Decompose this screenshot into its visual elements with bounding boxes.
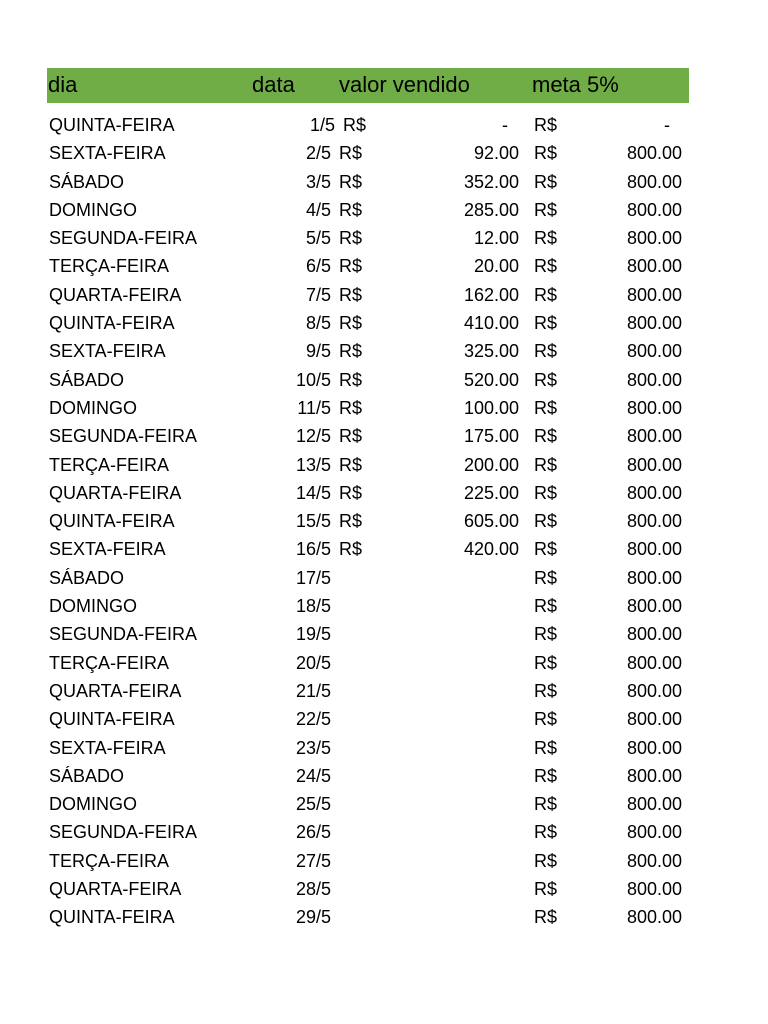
table-row xyxy=(47,705,689,733)
cell-meta[interactable]: 800.00 xyxy=(626,256,682,277)
cell-valor-vendido[interactable]: 200.00 xyxy=(463,454,519,475)
column-header-dia[interactable]: dia xyxy=(48,72,78,97)
cell-meta-currency[interactable]: R$ xyxy=(534,624,558,645)
table-row xyxy=(47,734,689,762)
cell-meta[interactable]: 800.00 xyxy=(626,680,682,701)
table-row xyxy=(47,394,689,422)
cell-valor-currency[interactable]: R$ xyxy=(339,171,363,192)
cell-dia[interactable]: QUINTA-FEIRA xyxy=(49,907,175,928)
cell-dia[interactable]: SÁBADO xyxy=(49,171,125,192)
cell-dia[interactable]: SEXTA-FEIRA xyxy=(49,539,166,560)
cell-data[interactable]: 4/5 xyxy=(305,199,331,220)
cell-valor-vendido[interactable]: 605.00 xyxy=(463,511,519,532)
cell-data[interactable]: 8/5 xyxy=(305,313,331,334)
cell-meta-currency[interactable]: R$ xyxy=(534,879,558,900)
cell-valor-vendido[interactable]: 20.00 xyxy=(473,256,519,277)
cell-valor-vendido[interactable]: 175.00 xyxy=(463,426,519,447)
cell-meta[interactable]: 800.00 xyxy=(626,341,682,362)
cell-valor-currency[interactable]: R$ xyxy=(339,199,363,220)
cell-meta-currency[interactable]: R$ xyxy=(534,822,558,843)
table-row xyxy=(47,451,689,479)
cell-dia[interactable]: QUINTA-FEIRA xyxy=(49,115,175,135)
cell-valor-currency[interactable]: R$ xyxy=(339,369,363,390)
column-header-meta[interactable]: meta 5% xyxy=(532,72,619,97)
cell-meta[interactable]: 800.00 xyxy=(626,426,682,447)
cell-meta[interactable]: 800.00 xyxy=(626,539,682,560)
cell-dia[interactable]: QUINTA-FEIRA xyxy=(49,313,175,334)
cell-valor-currency[interactable]: R$ xyxy=(343,115,367,135)
cell-valor-vendido[interactable]: - xyxy=(502,115,508,135)
cell-valor-vendido[interactable]: 520.00 xyxy=(463,369,519,390)
cell-dia[interactable]: SEXTA-FEIRA xyxy=(49,143,166,164)
table-row xyxy=(47,196,689,224)
cell-valor-vendido[interactable]: 225.00 xyxy=(463,482,519,503)
cell-valor-vendido[interactable]: 162.00 xyxy=(463,284,519,305)
table-row xyxy=(47,366,689,394)
cell-data[interactable]: 12/5 xyxy=(295,426,331,447)
cell-valor-vendido[interactable]: 420.00 xyxy=(463,539,519,560)
cell-dia[interactable]: SÁBADO xyxy=(49,765,125,786)
cell-valor-vendido[interactable]: 325.00 xyxy=(463,341,519,362)
cell-data[interactable]: 25/5 xyxy=(295,794,331,815)
cell-dia[interactable]: SEGUNDA-FEIRA xyxy=(49,624,198,645)
table-row xyxy=(47,168,689,196)
cell-meta-currency[interactable]: R$ xyxy=(534,454,558,475)
cell-data[interactable]: 17/5 xyxy=(295,567,331,588)
cell-meta[interactable]: 800.00 xyxy=(626,171,682,192)
table-row xyxy=(47,903,689,931)
cell-meta-currency[interactable]: R$ xyxy=(534,426,558,447)
cell-dia[interactable]: SEGUNDA-FEIRA xyxy=(49,426,198,447)
cell-data[interactable]: 7/5 xyxy=(305,284,331,305)
cell-meta[interactable]: 800.00 xyxy=(626,284,682,305)
table-body xyxy=(47,111,689,932)
cell-dia[interactable]: TERÇA-FEIRA xyxy=(49,256,170,277)
table-row xyxy=(47,111,689,139)
cell-meta-currency[interactable]: R$ xyxy=(534,369,558,390)
cell-meta-currency[interactable]: R$ xyxy=(534,709,558,730)
cell-meta-currency[interactable]: R$ xyxy=(534,567,558,588)
cell-valor-vendido[interactable]: 410.00 xyxy=(463,313,519,334)
cell-dia[interactable]: SEGUNDA-FEIRA xyxy=(49,822,198,843)
cell-meta-currency[interactable]: R$ xyxy=(534,143,558,164)
table-row xyxy=(47,535,689,563)
cell-meta[interactable]: 800.00 xyxy=(626,794,682,815)
cell-meta[interactable]: 800.00 xyxy=(626,709,682,730)
cell-valor-vendido[interactable]: 352.00 xyxy=(463,171,519,192)
cell-dia[interactable]: SEGUNDA-FEIRA xyxy=(49,228,198,249)
cell-data[interactable]: 2/5 xyxy=(305,143,331,164)
table-row xyxy=(47,252,689,280)
cell-data[interactable]: 15/5 xyxy=(295,511,331,532)
cell-valor-currency[interactable]: R$ xyxy=(339,228,363,249)
table-row xyxy=(47,479,689,507)
table-row xyxy=(47,281,689,309)
cell-valor-currency[interactable]: R$ xyxy=(339,256,363,277)
cell-dia[interactable]: TERÇA-FEIRA xyxy=(49,454,170,475)
cell-meta[interactable]: 800.00 xyxy=(626,313,682,334)
table-row xyxy=(47,309,689,337)
cell-data[interactable]: 1/5 xyxy=(309,115,335,135)
cell-meta-currency[interactable]: R$ xyxy=(534,341,558,362)
cell-meta[interactable]: 800.00 xyxy=(626,596,682,617)
cell-meta[interactable]: 800.00 xyxy=(626,822,682,843)
cell-meta[interactable]: 800.00 xyxy=(626,879,682,900)
cell-meta-currency[interactable]: R$ xyxy=(534,907,558,928)
table-row xyxy=(47,422,689,450)
cell-dia[interactable]: DOMINGO xyxy=(49,596,137,617)
cell-dia[interactable]: QUARTA-FEIRA xyxy=(49,284,182,305)
cell-meta-currency[interactable]: R$ xyxy=(534,313,558,334)
cell-meta[interactable]: 800.00 xyxy=(626,511,682,532)
cell-meta-currency[interactable]: R$ xyxy=(534,482,558,503)
table-row xyxy=(47,620,689,648)
cell-dia[interactable]: SEXTA-FEIRA xyxy=(49,737,166,758)
cell-meta[interactable]: 800.00 xyxy=(626,369,682,390)
cell-meta[interactable]: 800.00 xyxy=(626,624,682,645)
column-header-data[interactable]: data xyxy=(252,72,295,97)
cell-data[interactable]: 23/5 xyxy=(295,737,331,758)
cell-data[interactable]: 3/5 xyxy=(305,171,331,192)
cell-meta[interactable]: 800.00 xyxy=(626,737,682,758)
cell-valor-currency[interactable]: R$ xyxy=(339,482,363,503)
cell-data[interactable]: 9/5 xyxy=(305,341,331,362)
column-header-valor-vendido[interactable]: valor vendido xyxy=(339,72,470,97)
table-row xyxy=(47,818,689,846)
cell-meta[interactable]: 800.00 xyxy=(626,765,682,786)
table-row xyxy=(47,875,689,903)
table-row xyxy=(47,592,689,620)
cell-data[interactable]: 28/5 xyxy=(295,879,331,900)
cell-data[interactable]: 21/5 xyxy=(295,680,331,701)
cell-meta-currency[interactable]: R$ xyxy=(534,199,558,220)
cell-data[interactable]: 10/5 xyxy=(295,369,331,390)
cell-dia[interactable]: QUARTA-FEIRA xyxy=(49,879,182,900)
cell-meta-currency[interactable]: R$ xyxy=(534,737,558,758)
cell-valor-vendido[interactable]: 100.00 xyxy=(463,397,519,418)
cell-meta[interactable]: 800.00 xyxy=(626,199,682,220)
table-row xyxy=(47,564,689,592)
cell-data[interactable]: 22/5 xyxy=(295,709,331,730)
cell-valor-vendido[interactable]: 12.00 xyxy=(473,228,519,249)
table-row xyxy=(47,649,689,677)
table-row xyxy=(47,847,689,875)
cell-dia[interactable]: SÁBADO xyxy=(49,567,125,588)
table-row xyxy=(47,507,689,535)
cell-dia[interactable]: QUINTA-FEIRA xyxy=(49,709,175,730)
cell-meta[interactable]: 800.00 xyxy=(626,397,682,418)
cell-dia[interactable]: QUARTA-FEIRA xyxy=(49,680,182,701)
cell-data[interactable]: 20/5 xyxy=(295,652,331,673)
header-row xyxy=(47,68,689,103)
cell-valor-currency[interactable]: R$ xyxy=(339,426,363,447)
cell-meta-currency[interactable]: R$ xyxy=(534,539,558,560)
cell-meta-currency[interactable]: R$ xyxy=(534,511,558,532)
cell-dia[interactable]: QUARTA-FEIRA xyxy=(49,482,182,503)
cell-meta-currency[interactable]: R$ xyxy=(534,256,558,277)
cell-data[interactable]: 18/5 xyxy=(295,596,331,617)
cell-data[interactable]: 14/5 xyxy=(295,482,331,503)
table-row xyxy=(47,790,689,818)
cell-meta[interactable]: 800.00 xyxy=(626,454,682,475)
cell-data[interactable]: 19/5 xyxy=(295,624,331,645)
table-row xyxy=(47,224,689,252)
cell-meta-currency[interactable]: R$ xyxy=(534,284,558,305)
cell-meta-currency[interactable]: R$ xyxy=(534,228,558,249)
cell-meta-currency[interactable]: R$ xyxy=(534,850,558,871)
cell-dia[interactable]: TERÇA-FEIRA xyxy=(49,652,170,673)
cell-meta-currency[interactable]: R$ xyxy=(534,794,558,815)
cell-valor-currency[interactable]: R$ xyxy=(339,397,363,418)
cell-valor-currency[interactable]: R$ xyxy=(339,313,363,334)
table-row xyxy=(47,677,689,705)
cell-dia[interactable]: DOMINGO xyxy=(49,199,137,220)
table-row xyxy=(47,139,689,167)
cell-meta[interactable]: 800.00 xyxy=(626,850,682,871)
cell-data[interactable]: 13/5 xyxy=(295,454,331,475)
cell-data[interactable]: 26/5 xyxy=(295,822,331,843)
cell-meta-currency[interactable]: R$ xyxy=(534,765,558,786)
cell-valor-currency[interactable]: R$ xyxy=(339,143,363,164)
cell-valor-currency[interactable]: R$ xyxy=(339,454,363,475)
table-row xyxy=(47,337,689,365)
cell-data[interactable]: 27/5 xyxy=(295,850,331,871)
cell-meta[interactable]: - xyxy=(664,115,670,135)
spreadsheet xyxy=(47,68,689,932)
cell-dia[interactable]: QUINTA-FEIRA xyxy=(49,511,175,532)
cell-data[interactable]: 6/5 xyxy=(305,256,331,277)
cell-meta-currency[interactable]: R$ xyxy=(534,171,558,192)
cell-meta[interactable]: 800.00 xyxy=(626,652,682,673)
table-row xyxy=(47,762,689,790)
cell-valor-currency[interactable]: R$ xyxy=(339,539,363,560)
cell-meta-currency[interactable]: R$ xyxy=(534,596,558,617)
cell-data[interactable]: 16/5 xyxy=(295,539,331,560)
cell-dia[interactable]: SÁBADO xyxy=(49,369,125,390)
cell-dia[interactable]: DOMINGO xyxy=(49,397,137,418)
cell-dia[interactable]: DOMINGO xyxy=(49,794,137,815)
cell-meta-currency[interactable]: R$ xyxy=(534,115,558,135)
cell-data[interactable]: 29/5 xyxy=(295,907,331,928)
cell-meta[interactable]: 800.00 xyxy=(626,228,682,249)
cell-meta-currency[interactable]: R$ xyxy=(534,652,558,673)
cell-meta[interactable]: 800.00 xyxy=(626,907,682,928)
cell-valor-vendido[interactable]: 92.00 xyxy=(473,143,519,164)
cell-meta-currency[interactable]: R$ xyxy=(534,680,558,701)
cell-dia[interactable]: SEXTA-FEIRA xyxy=(49,341,166,362)
cell-meta[interactable]: 800.00 xyxy=(626,482,682,503)
cell-valor-currency[interactable]: R$ xyxy=(339,341,363,362)
cell-valor-currency[interactable]: R$ xyxy=(339,511,363,532)
cell-dia[interactable]: TERÇA-FEIRA xyxy=(49,850,170,871)
cell-meta[interactable]: 800.00 xyxy=(626,567,682,588)
cell-valor-currency[interactable]: R$ xyxy=(339,284,363,305)
cell-data[interactable]: 5/5 xyxy=(305,228,331,249)
cell-data[interactable]: 11/5 xyxy=(297,397,331,418)
cell-data[interactable]: 24/5 xyxy=(295,765,331,786)
cell-meta-currency[interactable]: R$ xyxy=(534,397,558,418)
cell-meta[interactable]: 800.00 xyxy=(626,143,682,164)
cell-valor-vendido[interactable]: 285.00 xyxy=(463,199,519,220)
